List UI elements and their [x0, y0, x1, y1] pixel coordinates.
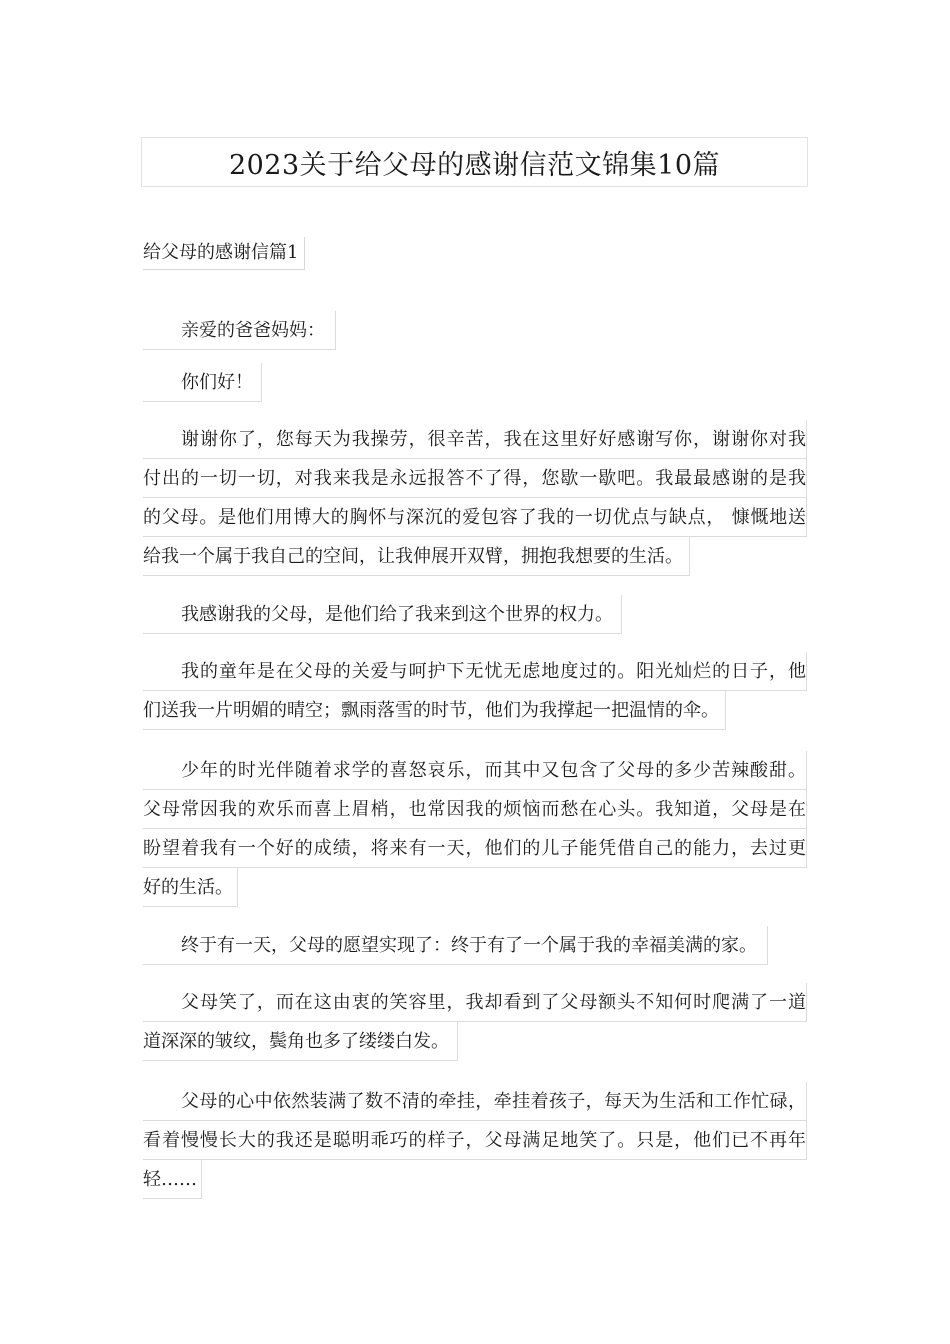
paragraph-gratitude: [143, 595, 807, 648]
paragraph-childhood: [143, 652, 807, 744]
paragraph-parents-heart: [143, 1082, 807, 1213]
text-line: 亲爱的爸爸妈妈：: [143, 311, 336, 350]
paragraph-thanks: [143, 420, 807, 590]
text-line: 我的童年是在父母的关爱与呵护下无忧无虑地度过的。阳光灿烂的日子，他: [143, 652, 807, 691]
paragraph-wish-fulfilled: [143, 926, 807, 979]
text-line: 盼望着我有一个好的成绩，将来有一天，他们的儿子能凭借自己的能力，去过更: [143, 829, 807, 868]
text-line: 们送我一片明媚的晴空；飘雨落雪的时节，他们为我撑起一把温情的伞。: [143, 691, 726, 730]
text-line: 父母的心中依然装满了数不清的牵挂，牵挂着孩子，每天为生活和工作忙碌，: [143, 1082, 807, 1121]
text-line: 道深深的皱纹，鬓角也多了缕缕白发。: [143, 1022, 458, 1061]
text-line: 给我一个属于我自己的空间，让我伸展开双臂，拥抱我想要的生活。: [143, 537, 690, 576]
paragraph-greeting: [143, 311, 807, 364]
paragraph-youth: [143, 751, 807, 921]
document-title: 2023关于给父母的感谢信范文锦集10篇: [141, 137, 808, 187]
paragraph-wrinkles: [143, 983, 807, 1075]
text-line: 的父母。是他们用博大的胸怀与深沉的爱包容了我的一切优点与缺点， 慷慨地送: [143, 498, 807, 537]
text-line: 父母常因我的欢乐而喜上眉梢，也常因我的烦恼而愁在心头。我知道，父母是在: [143, 790, 807, 829]
text-line: 你们好！: [143, 363, 262, 402]
paragraph-salutation: [143, 363, 807, 416]
text-line: 好的生活。: [143, 868, 238, 907]
text-line: 少年的时光伴随着求学的喜怒哀乐，而其中又包含了父母的多少苦辣酸甜。: [143, 751, 807, 790]
text-line: 我感谢我的父母，是他们给了我来到这个世界的权力。: [143, 595, 622, 634]
text-line: 谢谢你了，您每天为我操劳，很辛苦，我在这里好好感谢写你，谢谢你对我: [143, 420, 807, 459]
text-line: 看着慢慢长大的我还是聪明乖巧的样子，父母满足地笑了。只是，他们已不再年: [143, 1121, 807, 1160]
text-line: 终于有一天，父母的愿望实现了：终于有了一个属于我的幸福美满的家。: [143, 926, 768, 965]
section-heading: 给父母的感谢信篇1: [143, 237, 305, 270]
text-line: 轻……: [143, 1160, 202, 1199]
text-line: 付出的一切一切，对我来我是永远报答不了得，您歇一歇吧。我最最感谢的是我: [143, 459, 807, 498]
text-line: 父母笑了，而在这由衷的笑容里，我却看到了父母额头不知何时爬满了一道: [143, 983, 807, 1022]
